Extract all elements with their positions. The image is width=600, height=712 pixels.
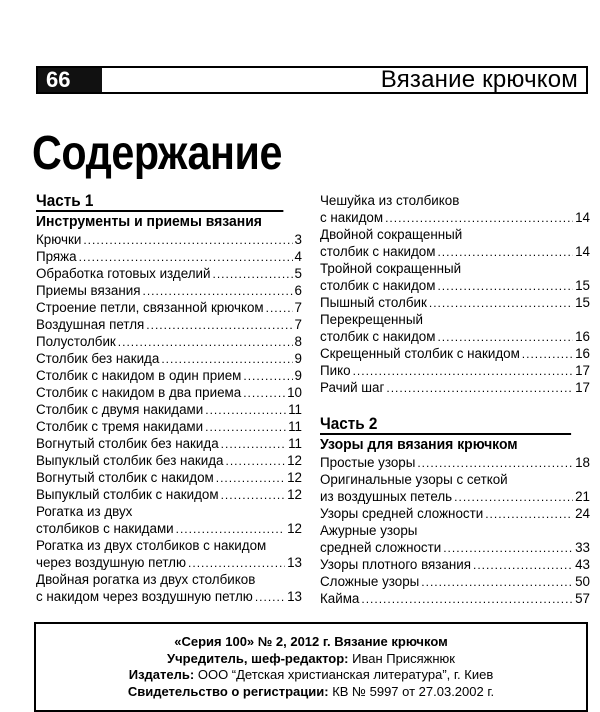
part-1-heading: Часть 1 (36, 191, 94, 210)
dot-leader (188, 555, 285, 572)
toc-entry-title: средней сложности (320, 540, 442, 555)
toc-entry-line (320, 294, 590, 311)
toc-entry-line (36, 265, 302, 282)
dot-leader (437, 278, 573, 295)
toc-entry-title: Вогнутый столбик без накида (36, 436, 219, 451)
dot-leader (205, 402, 286, 419)
dot-leader (266, 300, 293, 317)
toc-entry-title: Пико (320, 363, 351, 378)
toc-page-number: 15 (575, 278, 590, 293)
imprint-founder: Учредитель, шеф-редактор: Иван Присяжнюк (167, 650, 455, 666)
toc-page-number: 33 (575, 540, 590, 555)
toc-entry-line (320, 243, 590, 260)
toc-entry-title: Двойная рогатка из двух столбиков (36, 572, 256, 587)
toc-entry-title: столбик с накидом (320, 244, 436, 259)
dot-leader (176, 521, 285, 538)
toc-entry-title: Сложные узоры (320, 574, 420, 589)
toc-page-number: 21 (575, 489, 590, 504)
toc-entry-line (320, 573, 590, 590)
toc-entry-line (36, 231, 302, 248)
toc-page-number: 13 (287, 589, 302, 604)
dot-leader (161, 351, 292, 368)
toc-entry-title: Вогнутый столбик с накидом (36, 470, 214, 485)
toc-page-number: 4 (294, 249, 302, 264)
toc-page-number: 57 (575, 591, 590, 606)
toc-page-number: 11 (288, 436, 302, 451)
toc-entry (36, 299, 302, 316)
toc-entry-title: Крючки (36, 232, 82, 247)
toc-entry (36, 537, 302, 571)
toc-entry-title: Перекрещенный (320, 312, 423, 327)
dot-leader (213, 266, 293, 283)
toc-entry (320, 226, 590, 260)
dot-leader (243, 368, 292, 385)
toc-page-number: 8 (294, 334, 302, 349)
toc-page-number: 14 (575, 244, 590, 259)
toc-entry (36, 401, 302, 418)
toc-entry (320, 311, 590, 345)
toc-entry-line (320, 471, 590, 488)
imprint-registration: Свидетельство о регистрации: КВ № 5997 от 27.03.2002 г. (127, 683, 495, 699)
toc-entry-title: из воздушных петель (320, 489, 453, 504)
page-title: Содержание (32, 127, 283, 180)
dot-leader (429, 295, 573, 312)
dot-leader (454, 489, 573, 506)
dot-leader (118, 334, 293, 351)
toc-entry-line (36, 299, 302, 316)
toc-page-number: 11 (288, 419, 302, 434)
toc-entry (36, 350, 302, 367)
toc-entry-title: Оригинальные узоры с сеткой (320, 472, 508, 487)
toc-entry-title: Выпуклый столбик с накидом (36, 487, 219, 502)
toc-entry (320, 505, 590, 522)
toc-entry-title: Строение петли, связанной крючком (36, 300, 264, 315)
toc-entry-line (320, 362, 590, 379)
dot-leader (353, 363, 574, 380)
toc-page-number: 16 (575, 329, 590, 344)
toc-page-number: 18 (575, 455, 590, 470)
toc-entry-line (320, 590, 590, 607)
toc-page-number: 10 (287, 385, 302, 400)
toc-page-number: 12 (287, 470, 302, 485)
toc-entry-title: Столбик с накидом в два приема (36, 385, 242, 400)
toc-entry-line (36, 554, 302, 571)
dot-leader (443, 540, 573, 557)
toc-entry-line (320, 488, 590, 505)
toc-entry-line (36, 435, 302, 452)
toc-entry (36, 333, 302, 350)
toc-entry-line (320, 311, 590, 328)
dot-leader (79, 249, 293, 266)
toc-entry (320, 454, 590, 471)
toc-entry (320, 294, 590, 311)
toc-entry-line (320, 556, 590, 573)
toc-entry-title: Узоры плотного вязания (320, 557, 472, 572)
toc-entry-line (320, 226, 590, 243)
toc-entry-line (36, 486, 302, 503)
part-1-toc-list (36, 231, 302, 605)
toc-entry-line (36, 452, 302, 469)
toc-entry-line (36, 418, 302, 435)
toc-entry (36, 248, 302, 265)
toc-entry (36, 384, 302, 401)
toc-page-number: 7 (294, 317, 302, 332)
imprint-box (34, 622, 588, 712)
part-1-continued-list (320, 192, 590, 396)
toc-entry-line (36, 350, 302, 367)
toc-entry-line (36, 401, 302, 418)
toc-entry-title: Столбик с тремя накидами (36, 419, 204, 434)
toc-entry-title: Столбик с двумя накидами (36, 402, 204, 417)
toc-entry-title: Кайма (320, 591, 360, 606)
toc-page-number: 9 (294, 351, 302, 366)
toc-entry (36, 282, 302, 299)
toc-entry (36, 452, 302, 469)
toc-entry-title: Узоры средней сложности (320, 506, 484, 521)
dot-leader (205, 419, 286, 436)
dot-leader (361, 591, 573, 608)
toc-page-number: 7 (294, 300, 302, 315)
dot-leader (473, 557, 573, 574)
toc-entry-line (36, 503, 302, 520)
toc-entry (36, 418, 302, 435)
page-number: 66 (38, 68, 102, 92)
dot-leader (221, 436, 286, 453)
toc-entry-line (320, 505, 590, 522)
toc-page-number: 12 (287, 453, 302, 468)
toc-entry-title: Чешуйка из столбиков (320, 193, 460, 208)
toc-entry-title: Пышный столбик (320, 295, 427, 310)
toc-page-number: 12 (287, 487, 302, 502)
toc-entry-title: столбик с накидом (320, 278, 436, 293)
toc-entry-title: столбик с накидом (320, 329, 436, 344)
toc-entry-line (320, 260, 590, 277)
toc-entry-line (36, 520, 302, 537)
toc-entry-line (320, 345, 590, 362)
toc-entry (320, 573, 590, 590)
toc-entry (36, 316, 302, 333)
toc-entry-line (36, 333, 302, 350)
toc-entry-title: через воздушную петлю (36, 555, 187, 570)
toc-entry-line (320, 277, 590, 294)
page-header (36, 66, 588, 94)
toc-entry-line (36, 367, 302, 384)
toc-entry-title: столбиков с накидами (36, 521, 174, 536)
toc-page-number: 11 (288, 402, 302, 417)
toc-left-column (36, 192, 302, 605)
toc-entry (36, 435, 302, 452)
toc-entry-title: Рогатка из двух столбиков с накидом (36, 538, 267, 553)
toc-page-number: 43 (575, 557, 590, 572)
toc-entry (320, 192, 590, 226)
toc-entry-title: Столбик без накида (36, 351, 160, 366)
toc-entry (320, 345, 590, 362)
toc-page-number: 6 (294, 283, 302, 298)
dot-leader (485, 506, 573, 523)
toc-page-number: 17 (575, 363, 590, 378)
toc-entry-title: Столбик с накидом в один прием (36, 368, 242, 383)
toc-entry (320, 471, 590, 505)
imprint-publisher: Издатель: ООО “Детская христианская литература”, г. Киев (128, 667, 494, 682)
toc-entry (36, 231, 302, 248)
toc-page-number: 16 (575, 346, 590, 361)
dot-leader (226, 453, 286, 470)
dot-leader (255, 589, 285, 606)
toc-page-number: 12 (287, 521, 302, 536)
toc-page-number: 9 (294, 368, 302, 383)
dot-leader (243, 385, 285, 402)
toc-entry-line (320, 454, 590, 471)
toc-entry-line (36, 248, 302, 265)
toc-entry-line (36, 469, 302, 486)
toc-entry (320, 379, 590, 396)
toc-entry-title: Рогатка из двух (36, 504, 133, 519)
toc-entry-line (36, 384, 302, 401)
toc-entry-title: Тройной сокращенный (320, 261, 462, 276)
part-2-heading: Часть 2 (320, 414, 378, 433)
running-title: Вязание крючком (380, 66, 578, 93)
toc-entry (36, 265, 302, 282)
imprint-series: «Серия 100» № 2, 2012 г. Вязание крючком (174, 634, 448, 649)
toc-page-number: 14 (575, 210, 590, 225)
toc-entry-title: Ажурные узоры (320, 523, 418, 538)
toc-entry-line (36, 537, 302, 554)
toc-entry-line (320, 328, 590, 345)
toc-entry (320, 556, 590, 573)
dot-leader (417, 455, 573, 472)
toc-entry (36, 486, 302, 503)
toc-entry-title: Скрещенный столбик с накидом (320, 346, 520, 361)
toc-entry-title: Приемы вязания (36, 283, 141, 298)
toc-entry-line (36, 571, 302, 588)
toc-entry (320, 260, 590, 294)
toc-entry (320, 522, 590, 556)
dot-leader (216, 470, 285, 487)
toc-entry-line (320, 522, 590, 539)
toc-entry-line (320, 539, 590, 556)
dot-leader (522, 346, 573, 363)
toc-entry (36, 367, 302, 384)
toc-entry-title: Двойной сокращенный (320, 227, 463, 242)
part-1-section-title: Инструменты и приемы вязания (36, 210, 283, 231)
toc-page-number: 24 (575, 506, 590, 521)
dot-leader (83, 232, 292, 249)
toc-entry-title: Полустолбик (36, 334, 116, 349)
toc-entry (36, 571, 302, 605)
toc-entry-line (320, 379, 590, 396)
dot-leader (146, 317, 292, 334)
dot-leader (386, 380, 573, 397)
toc-page-number: 50 (575, 574, 590, 589)
dot-leader (221, 487, 286, 504)
toc-entry-title: Простые узоры (320, 455, 416, 470)
toc-entry-title: Воздушная петля (36, 317, 145, 332)
dot-leader (142, 283, 292, 300)
toc-right-column (320, 192, 590, 607)
toc-entry-title: Выпуклый столбик без накида (36, 453, 224, 468)
toc-entry-title: с накидом (320, 210, 384, 225)
toc-page-number: 13 (287, 555, 302, 570)
toc-entry (36, 469, 302, 486)
toc-entry-line (36, 588, 302, 605)
dot-leader (421, 574, 573, 591)
toc-page-number: 15 (575, 295, 590, 310)
dot-leader (385, 210, 573, 227)
toc-entry-title: Рачий шаг (320, 380, 385, 395)
toc-entry (36, 503, 302, 537)
toc-page-number: 3 (294, 232, 302, 247)
dot-leader (437, 329, 573, 346)
toc-page-number: 17 (575, 380, 590, 395)
toc-entry-title: Пряжа (36, 249, 77, 264)
toc-entry (320, 362, 590, 379)
toc-entry-line (320, 192, 590, 209)
toc-entry-line (36, 282, 302, 299)
toc-entry (320, 590, 590, 607)
toc-entry-line (320, 209, 590, 226)
part-2-section-title: Узоры для вязания крючком (320, 433, 571, 454)
dot-leader (437, 244, 573, 261)
toc-entry-title: Обработка готовых изделий (36, 266, 211, 281)
toc-entry-title: с накидом через воздушную петлю (36, 589, 253, 604)
toc-entry-line (36, 316, 302, 333)
part-2-toc-list (320, 454, 590, 607)
toc-page-number: 5 (294, 266, 302, 281)
